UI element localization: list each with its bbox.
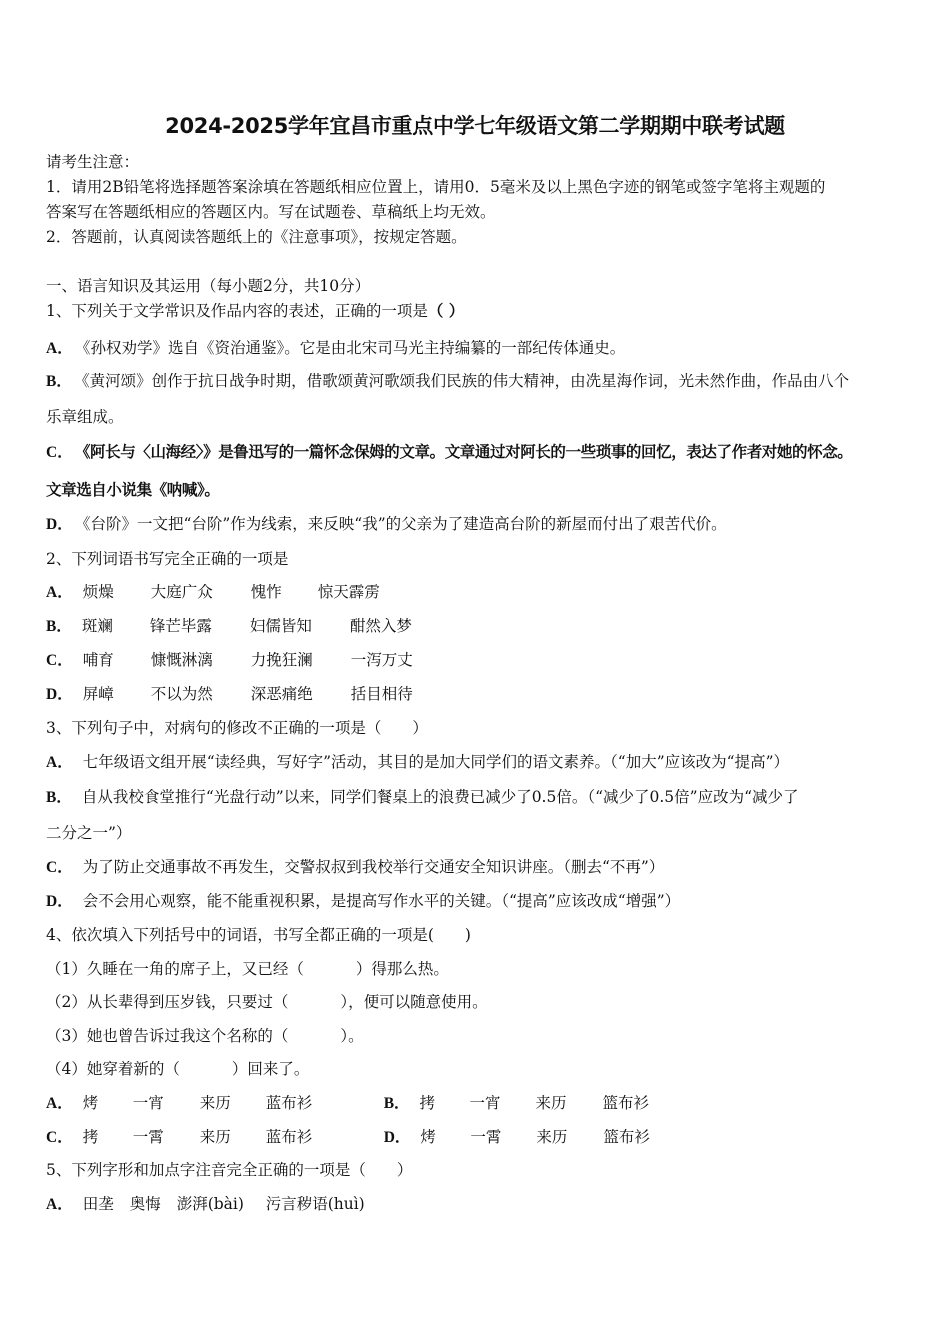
question-2-stem: 2、下列词语书写完全正确的一项是	[46, 550, 289, 568]
section-heading: 一、语言知识及其运用（每小题2分，共10分）	[46, 277, 371, 295]
option-text: 《孙权劝学》选自《资治通鉴》。它是由北宋司马光主持编纂的一部纪传体通史。	[82, 339, 626, 357]
question-3-option-a	[46, 752, 789, 773]
option-word: 惊天霹雳	[317, 583, 380, 601]
option-word: 烤	[82, 1094, 99, 1112]
option-word: 拷	[419, 1094, 436, 1112]
notice-item-1-line-2: 答案写在答题纸相应的答题区内。写在试题卷、草稿纸上均无效。	[46, 203, 496, 221]
option-label: A．	[46, 1095, 73, 1112]
notice-item-2: 2．答题前，认真阅读答题纸上的《注意事项》，按规定答题。	[46, 228, 467, 246]
option-word: 来历	[199, 1094, 231, 1112]
option-word: 括目相待	[350, 685, 413, 703]
option-label: B．	[46, 618, 72, 635]
option-text: 《台阶》一文把“台阶”作为线索，来反映“我”的父亲为了建造高台阶的新屋而付出了艰苦代价。	[82, 515, 727, 533]
question-1-option-c	[46, 442, 852, 463]
option-word: 蓝布衫	[265, 1094, 313, 1112]
question-2-option-b	[46, 616, 412, 637]
item-text: （3）她也曾告诉过我这个名称的（	[46, 1027, 289, 1045]
option-word: 澎湃(bài)	[176, 1195, 244, 1213]
option-word: 哺育	[82, 651, 114, 669]
option-word: 烦燥	[82, 583, 114, 601]
option-label: A．	[46, 1196, 73, 1213]
question-1-option-a	[46, 338, 625, 359]
question-1-option-b	[46, 371, 849, 392]
question-3-option-b	[46, 787, 799, 808]
question-4-item-1	[46, 959, 449, 979]
question-3-option-b-cont: 二分之一”）	[46, 824, 132, 842]
option-text: 会不会用心观察，能不能重视积累，是提高写作水平的关键。（“提高”应该改成“增强”）	[82, 892, 681, 910]
question-4-options-row-2	[46, 1127, 650, 1148]
option-text: 七年级语文组开展“读经典，写好字”活动，其目的是加大同学们的语文素养。（“加大”应该改为“提高”）	[82, 753, 790, 771]
item-text: （4）她穿着新的（	[46, 1060, 180, 1078]
question-1-option-c-cont: 文章选自小说集《呐喊》。	[46, 481, 220, 499]
question-1-option-d	[46, 514, 727, 535]
item-text: ）回来了。	[231, 1060, 310, 1078]
page-title: 2024-2025学年宜昌市重点中学七年级语文第二学期期中联考试题	[165, 114, 785, 138]
option-word: 斑斓	[81, 617, 113, 635]
option-label: A．	[46, 754, 73, 771]
question-1-paren: （ ）	[427, 301, 465, 320]
question-3-option-c	[46, 857, 664, 878]
option-word: 一霄	[470, 1128, 502, 1146]
question-4-item-3	[46, 1026, 364, 1046]
option-label: D．	[46, 893, 73, 910]
option-word: 蓝布衫	[265, 1128, 313, 1146]
question-2-option-c	[46, 650, 413, 671]
option-text: 自从我校食堂推行“光盘行动”以来，同学们餐桌上的浪费已减少了0.5倍。（“减少了0.5倍”应改为“减少了	[81, 788, 799, 806]
item-text: （1）久睡在一角的席子上，又已经（	[46, 960, 304, 978]
option-word: 来历	[535, 1094, 567, 1112]
question-1-stem	[46, 301, 464, 321]
option-label: D．	[383, 1129, 411, 1146]
option-word: 愧怍	[250, 583, 282, 601]
option-word: 妇儒皆知	[249, 617, 312, 635]
question-2-option-a	[46, 582, 380, 603]
option-word: 奥悔	[129, 1195, 161, 1213]
option-label: B．	[46, 373, 72, 390]
option-word: 慷慨淋漓	[150, 651, 213, 669]
option-word: 酣然入梦	[349, 617, 412, 635]
option-word: 篮布衫	[603, 1128, 650, 1146]
question-3-stem: 3、下列句子中，对病句的修改不正确的一项是（ ）	[46, 719, 428, 737]
option-label: C．	[46, 1129, 73, 1146]
option-word: 烤	[420, 1128, 436, 1146]
option-text: 《黄河颂》创作于抗日战争时期，借歌颂黄河歌颂我们民族的伟大精神，由冼星海作词，光未然作曲，作品由八个	[81, 372, 850, 390]
question-4-item-4	[46, 1059, 309, 1079]
option-word: 拷	[82, 1128, 99, 1146]
option-word: 来历	[199, 1128, 231, 1146]
option-word: 不以为然	[150, 685, 213, 703]
option-word: 一霄	[132, 1128, 164, 1146]
option-label: A．	[46, 584, 73, 601]
question-4-options-row-1	[46, 1093, 649, 1114]
question-5-option-a	[46, 1194, 365, 1215]
notice-item-1-line-1: 1．请用2B铅笔将选择题答案涂填在答题纸相应位置上，请用0．5毫米及以上黑色字迹的钢笔或签字笔将主观题的	[46, 178, 826, 196]
option-label: B．	[46, 789, 72, 806]
option-label: B．	[383, 1095, 410, 1112]
option-word: 一宵	[132, 1094, 164, 1112]
option-label: D．	[46, 686, 73, 703]
question-4-item-2	[46, 992, 488, 1012]
question-1-text: 1、下列关于文学常识及作品内容的表述，正确的一项是	[46, 302, 428, 320]
item-text: ）得那么热。	[355, 960, 449, 978]
item-text: ）。	[340, 1027, 364, 1045]
option-text: 《阿长与〈山海经〉》是鲁迅写的一篇怀念保姆的文章。文章通过对阿长的一些琐事的回忆，表达了作者对她的怀念。	[82, 443, 853, 461]
option-word: 屏嶂	[82, 685, 114, 703]
option-label: D．	[46, 516, 73, 533]
option-word: 深恶痛绝	[250, 685, 313, 703]
notice-heading: 请考生注意：	[46, 153, 140, 171]
option-word: 污言秽语(huì)	[265, 1195, 365, 1213]
option-word: 一宵	[469, 1094, 501, 1112]
item-text: （2）从长辈得到压岁钱，只要过（	[46, 993, 289, 1011]
item-text: ），便可以随意使用。	[340, 993, 488, 1011]
option-word: 篮布衫	[602, 1094, 650, 1112]
option-label: A．	[46, 340, 73, 357]
question-1-option-b-cont: 乐章组成。	[46, 408, 124, 426]
option-text: 为了防止交通事故不再发生，交警叔叔到我校举行交通安全知识讲座。（删去“不再”）	[82, 858, 665, 876]
question-5-stem: 5、下列字形和加点字注音完全正确的一项是（ ）	[46, 1161, 413, 1179]
question-2-option-d	[46, 684, 413, 705]
option-word: 力挽狂澜	[250, 651, 313, 669]
option-word: 来历	[536, 1128, 568, 1146]
option-label: C．	[46, 652, 73, 669]
option-word: 锋芒毕露	[149, 617, 212, 635]
option-word: 田垄	[82, 1195, 114, 1213]
option-word: 大庭广众	[150, 583, 213, 601]
option-label: C．	[46, 444, 73, 461]
question-4-stem: 4、依次填入下列括号中的词语，书写全都正确的一项是( )	[46, 926, 471, 944]
question-3-option-d	[46, 891, 680, 912]
option-word: 一泻万丈	[350, 651, 413, 669]
option-label: C．	[46, 859, 73, 876]
